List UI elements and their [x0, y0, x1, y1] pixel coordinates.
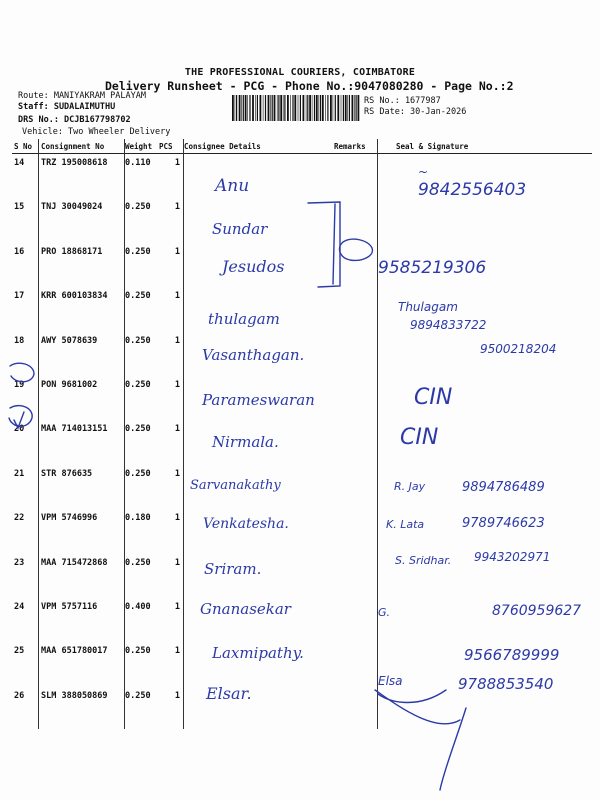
scribble-line [375, 690, 460, 724]
cell-pcs: 1 [174, 379, 180, 390]
vehicle-label: Vehicle: Two Wheeler Delivery [22, 127, 171, 137]
cell-sno: 17 [14, 291, 25, 302]
col-sno: S No [12, 139, 39, 154]
handwritten-consignee: Vasanthagan. [202, 346, 305, 364]
handwritten-signature: K. Lata [386, 518, 425, 531]
cell-pcs: 1 [174, 202, 180, 213]
scribble-line [440, 708, 466, 790]
cell-sno: 22 [14, 513, 25, 524]
handwritten-phone: 9585219306 [378, 258, 487, 278]
handwritten-phone: 9842556403 [418, 180, 527, 200]
cell-weight: 0.250 [125, 291, 151, 302]
handwritten-consignee: Gnanasekar [200, 600, 291, 618]
handwritten-phone: 8760959627 [492, 603, 582, 619]
cell-pcs: 1 [174, 246, 180, 257]
handwritten-signature: R. Jay [394, 480, 426, 493]
cell-weight: 0.250 [125, 379, 151, 390]
row-circle-20 [9, 406, 32, 427]
handwritten-consignee: Laxmipathy. [212, 644, 304, 662]
cell-pcs: 1 [174, 690, 180, 701]
circle-mark [339, 239, 372, 260]
handwritten-signature: S. Sridhar. [395, 554, 452, 567]
cell-weight: 0.110 [125, 158, 151, 168]
handwritten-consignee: thulagam [208, 310, 280, 328]
cell-consignment: TRZ 195008618 [41, 158, 108, 168]
cell-pcs: 1 [174, 646, 180, 657]
col-consignee: Consignee Details [182, 139, 332, 154]
cell-sno: 14 [14, 158, 25, 168]
handwritten-consignee: Anu [215, 176, 250, 196]
col-signature: Seal & Signature [374, 139, 592, 154]
cell-sno: 20 [14, 424, 25, 435]
cell-sno: 25 [14, 646, 25, 657]
scribble-line [378, 690, 446, 703]
cell-sno: 23 [14, 557, 25, 568]
handwritten-phone: 9788853540 [458, 675, 554, 693]
col-remarks: Remarks [332, 139, 374, 154]
cell-consignment: VPM 5746996 [41, 513, 98, 524]
rs-number: RS No.: 1677987 [364, 96, 441, 106]
bracket-stem [333, 204, 335, 284]
handwritten-phone: 9500218204 [480, 342, 557, 356]
cell-consignment: VPM 5757116 [41, 601, 98, 612]
cell-consignment: MAA 714013151 [41, 424, 108, 435]
cell-sno: 24 [14, 601, 25, 612]
cell-pcs: 1 [174, 291, 180, 302]
cell-sno: 21 [14, 468, 25, 479]
row-circle-19 [10, 363, 34, 382]
handwritten-signature: G. [378, 606, 391, 619]
cell-sno: 26 [14, 690, 25, 701]
cell-weight: 0.250 [125, 557, 151, 568]
handwritten-consignee: Venkatesha. [203, 516, 289, 532]
cell-weight: 0.400 [125, 601, 151, 612]
cell-consignment: MAA 651780017 [41, 646, 108, 657]
cell-pcs: 1 [174, 557, 180, 568]
handwritten-phone: 9566789999 [464, 646, 560, 664]
handwritten-signature: Elsa [378, 674, 403, 688]
handwritten-consignee: Elsar. [206, 684, 252, 703]
handwritten-phone: 9894786489 [462, 480, 545, 495]
cell-pcs: 1 [174, 158, 180, 168]
cell-weight: 0.180 [125, 513, 151, 524]
cell-weight: 0.250 [125, 246, 151, 257]
cell-consignment: TNJ 30049024 [41, 202, 103, 213]
cell-sno: 16 [14, 246, 25, 257]
cell-pcs: 1 [174, 513, 180, 524]
handwritten-consignee: Parameswaran [202, 391, 315, 409]
handwritten-consignee: Sriram. [204, 560, 262, 578]
handwritten-consignee: Sundar [212, 220, 268, 238]
cell-pcs: 1 [174, 601, 180, 612]
cell-weight: 0.250 [125, 646, 151, 657]
handwritten-phone: 9894833722 [410, 318, 487, 332]
company-name: THE PROFESSIONAL COURIERS, COIMBATORE [184, 67, 416, 78]
cell-consignment: KRR 600103834 [41, 291, 108, 302]
col-consignment: Consignment No [39, 139, 123, 154]
handwritten-consignee: Sarvanakathy [190, 478, 281, 493]
cell-pcs: 1 [174, 424, 180, 435]
handwritten-signature: ~ [418, 165, 429, 179]
cell-consignment: MAA 715472868 [41, 557, 108, 568]
col-pcs: PCS [157, 139, 182, 154]
route-label: Route: MANIYAKRAM PALAYAM [18, 91, 146, 101]
handwritten-consignee: Nirmala. [212, 433, 279, 451]
col-weight: Weight [123, 139, 157, 154]
runsheet-title: Delivery Runsheet - PCG - Phone No.:9047080280 - Page No.:2 [105, 79, 514, 93]
cell-consignment: PON 9681002 [41, 379, 98, 390]
cell-pcs: 1 [174, 335, 180, 346]
cell-weight: 0.250 [125, 202, 151, 213]
handwritten-phone: 9943202971 [474, 550, 551, 564]
cell-weight: 0.250 [125, 690, 151, 701]
cell-consignment: STR 876635 [41, 468, 93, 479]
cell-sno: 15 [14, 202, 25, 213]
cell-consignment: SLM 388050869 [41, 690, 108, 701]
cell-weight: 0.250 [125, 468, 151, 479]
handwritten-signature: CIN [400, 425, 439, 450]
cell-weight: 0.250 [125, 424, 151, 435]
rs-date: RS Date: 30-Jan-2026 [364, 107, 467, 117]
cell-sno: 19 [14, 379, 25, 390]
handwritten-consignee: Jesudos [222, 257, 285, 276]
cell-consignment: PRO 18868171 [41, 246, 103, 257]
drs-number: DRS No.: DCJB167798702 [18, 115, 131, 125]
cell-pcs: 1 [174, 468, 180, 479]
handwritten-signature: Thulagam [398, 300, 458, 314]
handwritten-signature: CIN [414, 385, 453, 410]
handwritten-phone: 9789746623 [462, 516, 545, 531]
cell-weight: 0.250 [125, 335, 151, 346]
cell-consignment: AWY 5078639 [41, 335, 98, 346]
cell-sno: 18 [14, 335, 25, 346]
staff-label: Staff: SUDALAIMUTHU [18, 102, 116, 112]
